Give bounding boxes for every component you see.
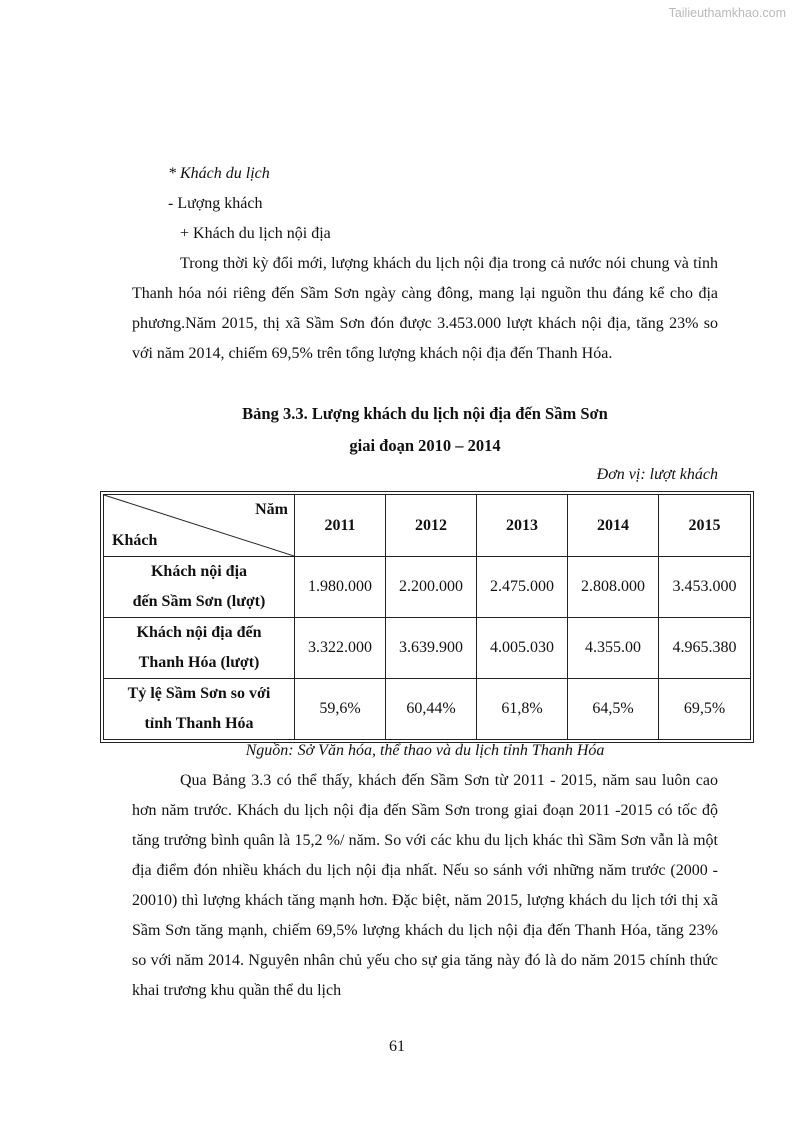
year-header: 2011 <box>295 495 386 557</box>
watermark: Tailieuthamkhao.com <box>668 6 786 20</box>
row-label-line2: đến Sầm Sơn (lượt) <box>132 593 266 610</box>
table-source: Nguồn: Sở Văn hóa, thể thao và du lịch tỉnh Thanh Hóa <box>245 742 605 759</box>
table-cell: 3.453.000 <box>659 557 751 618</box>
heading-visitor-count: - Lượng khách <box>168 195 263 212</box>
heading-tourists: * Khách du lịch <box>168 165 270 182</box>
table-corner-cell <box>104 495 295 557</box>
row-label <box>104 557 295 618</box>
table-cell: 2.200.000 <box>386 557 477 618</box>
corner-label-visitor: Khách <box>112 532 158 549</box>
table-title-line2: giai đoạn 2010 – 2014 <box>349 436 501 455</box>
paragraph-analysis: Qua Bảng 3.3 có thể thấy, khách đến Sầm Sơn từ 2011 - 2015, năm sau luôn cao hơn năm trước. Khách du lịch nội địa đến Sầm Sơn trong giai đoạn 2011 -2015 có tốc độ tăng trưởng bình quân là 15,2 %/ năm. So với các khu du lịch khác thì Sầm Sơn vẫn là một địa điểm đón nhiều khách du lịch nội địa nhất. Nếu so sánh với những năm trước (2000 - 20010) thì lượng khách tăng mạnh hơn. Đặc biệt, năm 2015, lượng khách du lịch tới thị xã Sầm Sơn tăng mạnh, chiếm 69,5% lượng khách du lịch nội địa đến Thanh Hóa, tăng 23% so với năm 2014. Nguyên nhân chủ yếu cho sự gia tăng này đó là do năm 2015 chính thức khai trương khu quần thể du lịch <box>132 772 718 999</box>
row-label <box>104 618 295 679</box>
table-cell: 2.475.000 <box>477 557 568 618</box>
row-label-line1: Tỷ lệ Sầm Sơn so với <box>127 685 271 702</box>
paragraph-intro: Trong thời kỳ đổi mới, lượng khách du lịch nội địa trong cả nước nói chung và tỉnh Thanh hóa nói riêng đến Sầm Sơn ngày càng đông, mang lại nguồn thu đáng kể cho địa phương.Năm 2015, thị xã Sầm Sơn đón được 3.453.000 lượt khách nội địa, tăng 23% so với năm 2014, chiếm 69,5% trên tổng lượng khách nội địa đến Thanh Hóa. <box>132 255 718 362</box>
row-label-line1: Khách nội địa <box>150 563 248 580</box>
year-header: 2014 <box>568 495 659 557</box>
table-header-row <box>104 495 751 557</box>
table-cell: 64,5% <box>568 679 659 740</box>
table-cell: 69,5% <box>659 679 751 740</box>
row-label-line2: Thanh Hóa (lượt) <box>138 654 260 671</box>
table-row <box>104 557 751 618</box>
table-cell: 3.322.000 <box>295 618 386 679</box>
table-cell: 59,6% <box>295 679 386 740</box>
table-cell: 4.355.00 <box>568 618 659 679</box>
table-cell: 4.965.380 <box>659 618 751 679</box>
visitor-table <box>103 494 751 740</box>
table-cell: 3.639.900 <box>386 618 477 679</box>
table-cell: 4.005.030 <box>477 618 568 679</box>
heading-domestic-tourists: + Khách du lịch nội địa <box>180 225 331 242</box>
page-number: 61 <box>389 1038 405 1055</box>
table-cell: 2.808.000 <box>568 557 659 618</box>
row-label-line2: tỉnh Thanh Hóa <box>144 715 254 732</box>
year-header: 2013 <box>477 495 568 557</box>
table-title-line1: Bảng 3.3. Lượng khách du lịch nội địa đến Sầm Sơn <box>242 404 608 423</box>
year-header: 2015 <box>659 495 751 557</box>
table-row <box>104 618 751 679</box>
table-cell: 1.980.000 <box>295 557 386 618</box>
row-label-line1: Khách nội địa đến <box>136 624 262 641</box>
corner-label-year: Năm <box>255 501 288 518</box>
table-row <box>104 679 751 740</box>
table-unit: Đơn vị: lượt khách <box>596 466 718 483</box>
table-cell: 60,44% <box>386 679 477 740</box>
table-cell: 61,8% <box>477 679 568 740</box>
row-label <box>104 679 295 740</box>
year-header: 2012 <box>386 495 477 557</box>
